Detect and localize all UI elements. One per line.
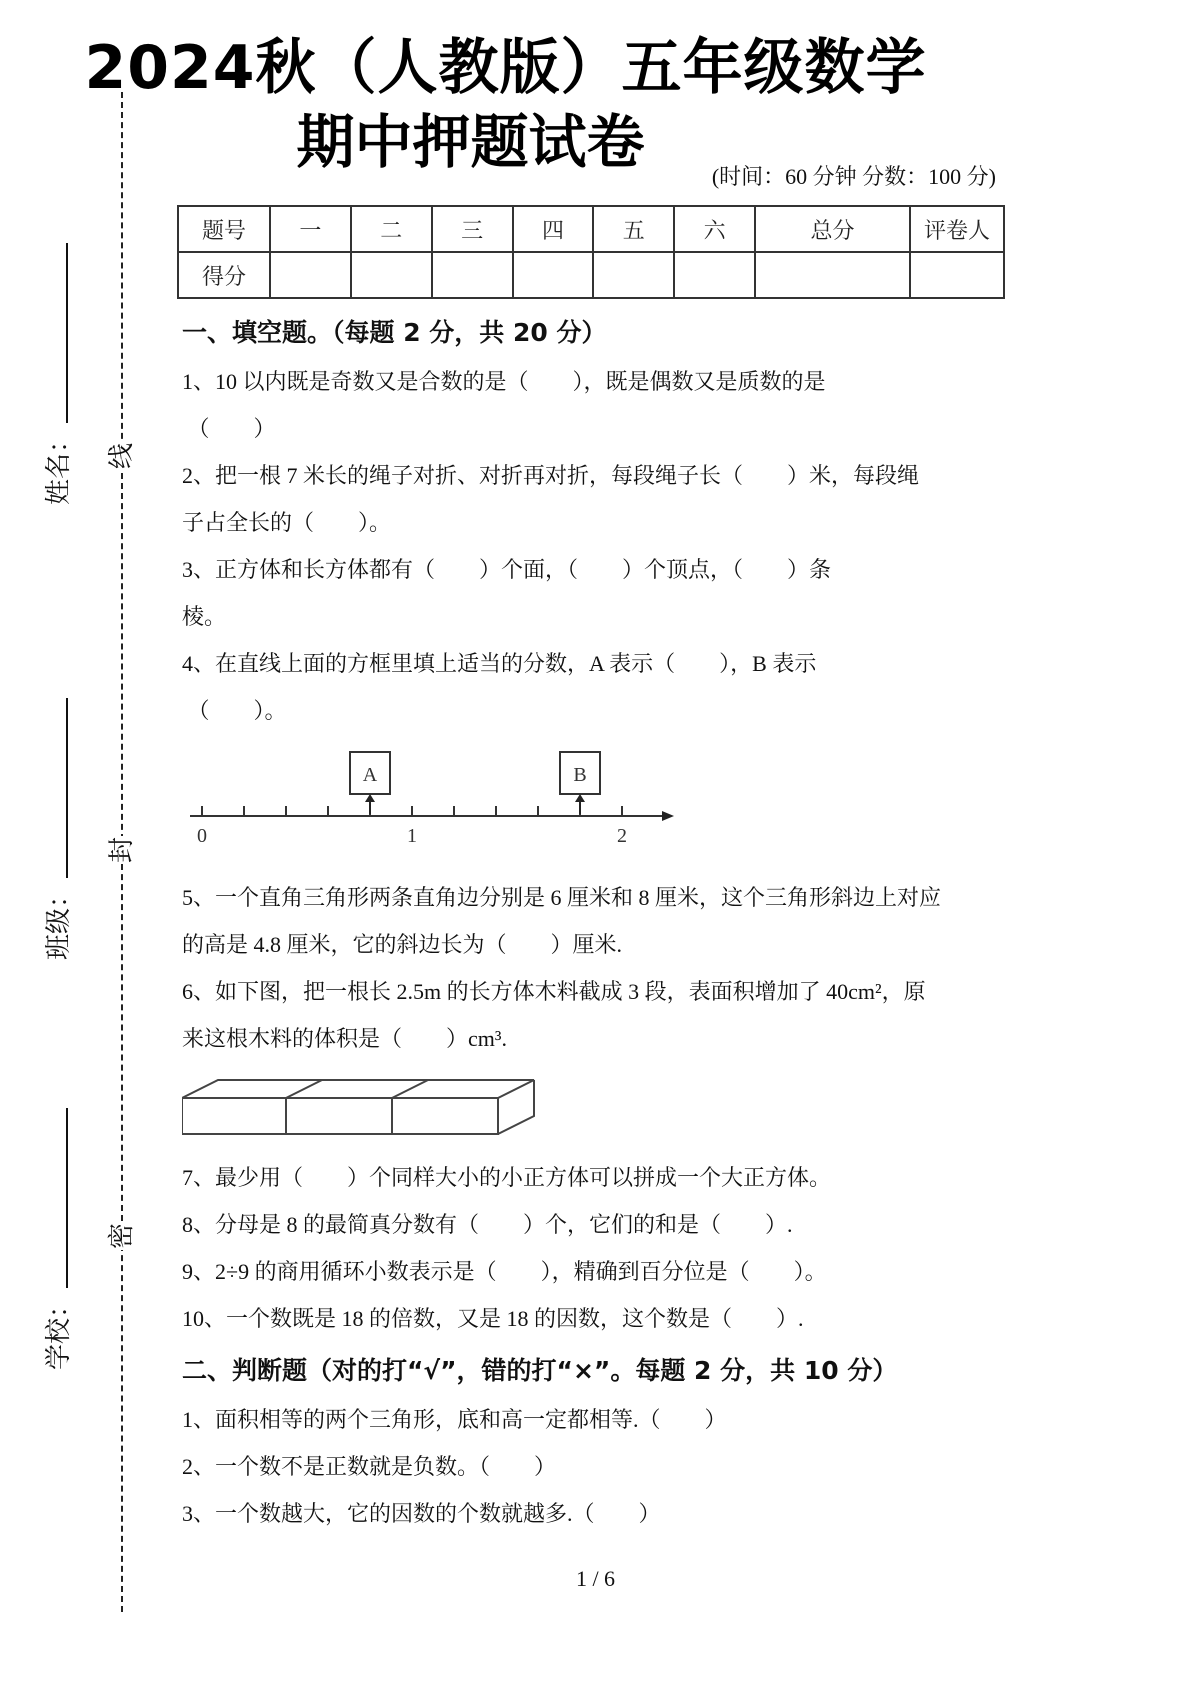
- question-6-line-1: 6、如下图，把一根长 2.5m 的长方体木料截成 3 段，表面积增加了 40cm²，原: [182, 979, 926, 1004]
- question-8: 8、分母是 8 的最简真分数有（ ）个，它们的和是（ ）.: [182, 1212, 793, 1237]
- question-2-line-2: 子占全长的（ ）。: [182, 510, 392, 535]
- header-cell: 六: [674, 206, 755, 252]
- school-field[interactable]: [38, 1108, 75, 1370]
- header-cell: 四: [513, 206, 594, 252]
- question-2-line-1: 2、把一根 7 米长的绳子对折、对折再对折，每段绳子长（ ）米，每段绳: [182, 463, 920, 488]
- score-table-score-row: [178, 252, 1004, 298]
- header-cell: 一: [270, 206, 351, 252]
- cuboid-segments-icon: [182, 1062, 542, 1154]
- page-number: 1 / 6: [575, 1566, 616, 1591]
- number-line-icon: [182, 734, 702, 874]
- question-7: 7、最少用（ ）个同样大小的小正方体可以拼成一个大正方体。: [182, 1165, 832, 1190]
- fold-word-line: 线: [107, 443, 137, 470]
- header-cell: 五: [593, 206, 674, 252]
- fold-word-seal: 封: [107, 837, 137, 864]
- exam-content: [182, 308, 1022, 1537]
- question-6-line-2: 来这根木料的体积是（ ）cm³.: [182, 1026, 507, 1051]
- name-field[interactable]: [38, 243, 75, 505]
- header-cell: 总分: [755, 206, 910, 252]
- section1-title: 一、填空题。（每题 2 分，共 20 分）: [182, 318, 607, 347]
- name-blank[interactable]: [46, 243, 68, 423]
- class-field[interactable]: [38, 698, 75, 960]
- section2-title: 二、判断题（对的打“√”，错的打“×”。每题 2 分，共 10 分）: [182, 1356, 898, 1385]
- question-3-line-1: 3、正方体和长方体都有（ ）个面，（ ）个顶点，（ ）条: [182, 557, 832, 582]
- judge-question-2: 2、一个数不是正数就是负数。（ ）: [182, 1454, 557, 1479]
- score-cell[interactable]: [755, 252, 910, 298]
- school-label: 学校：: [44, 1291, 74, 1370]
- number-line-figure: [182, 734, 1022, 874]
- judge-question-1: 1、面积相等的两个三角形，底和高一定都相等.（ ）: [182, 1407, 727, 1432]
- score-cell[interactable]: [674, 252, 755, 298]
- svg-text:2: 2: [617, 825, 627, 847]
- header-cell: 评卷人: [910, 206, 1004, 252]
- score-row-label: 得分: [178, 252, 270, 298]
- question-9: 9、2÷9 的商用循环小数表示是（ ），精确到百分位是（ ）。: [182, 1259, 827, 1284]
- score-cell[interactable]: [910, 252, 1004, 298]
- cuboid-figure: [182, 1062, 1022, 1154]
- score-cell[interactable]: [270, 252, 351, 298]
- header-cell: 三: [432, 206, 513, 252]
- class-blank[interactable]: [46, 698, 68, 878]
- page-title: 2024秋（人教版）五年级数学: [84, 33, 927, 103]
- question-4-line-1: 4、在直线上面的方框里填上适当的分数，A 表示（ ），B 表示: [182, 651, 817, 676]
- question-10: 10、一个数既是 18 的倍数，又是 18 的因数，这个数是（ ）.: [182, 1306, 804, 1331]
- svg-text:1: 1: [407, 825, 417, 847]
- class-label: 班级：: [44, 881, 74, 960]
- question-3-line-2: 棱。: [182, 604, 227, 629]
- exam-meta: (时间：60 分钟 分数：100 分): [711, 164, 996, 189]
- score-cell[interactable]: [351, 252, 432, 298]
- name-label: 姓名：: [44, 426, 74, 505]
- score-table: [177, 205, 1005, 299]
- header-cell: 二: [351, 206, 432, 252]
- score-cell[interactable]: [513, 252, 594, 298]
- svg-text:0: 0: [197, 825, 207, 847]
- score-cell[interactable]: [593, 252, 674, 298]
- question-5-line-2: 的高是 4.8 厘米，它的斜边长为（ ）厘米.: [182, 932, 623, 957]
- svg-text:A: A: [362, 764, 378, 786]
- score-table-header-row: [178, 206, 1004, 252]
- page-subtitle: 期中押题试卷: [296, 108, 645, 176]
- question-5-line-1: 5、一个直角三角形两条直角边分别是 6 厘米和 8 厘米，这个三角形斜边上对应: [182, 885, 942, 910]
- question-4-line-2: （ ）。: [182, 698, 287, 723]
- header-cell: 题号: [178, 206, 270, 252]
- fold-word-secret: 密: [107, 1223, 137, 1250]
- judge-question-3: 3、一个数越大，它的因数的个数就越多.（ ）: [182, 1501, 661, 1526]
- svg-text:B: B: [573, 764, 587, 786]
- question-1-line-1: 1、10 以内既是奇数又是合数的是（ ），既是偶数又是质数的是: [182, 369, 826, 394]
- school-blank[interactable]: [46, 1108, 68, 1288]
- question-1-line-2: （ ）: [182, 416, 276, 441]
- score-cell[interactable]: [432, 252, 513, 298]
